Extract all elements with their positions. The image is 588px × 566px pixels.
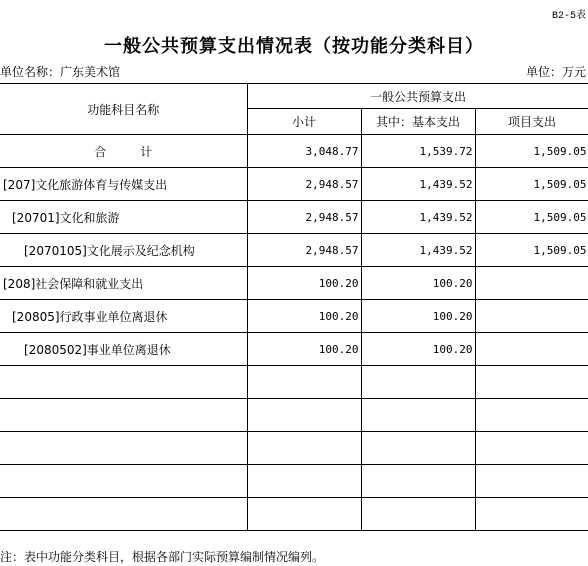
table-row: [0, 366, 588, 399]
cell-subtotal: [247, 366, 361, 399]
row-name: [0, 498, 247, 531]
unit-measure: 单位：万元: [525, 65, 586, 79]
header-basic: 其中：基本支出: [361, 109, 475, 135]
cell-subtotal: 100.20: [247, 267, 361, 300]
cell-basic: [361, 366, 475, 399]
cell-basic: 100.20: [361, 333, 475, 366]
table-row: [0, 498, 588, 531]
row-name: [0, 366, 247, 399]
table-row: [0, 399, 588, 432]
cell-subtotal: [247, 432, 361, 465]
cell-basic: 1,439.52: [361, 234, 475, 267]
cell-project: [475, 465, 588, 498]
table-header-row: [0, 84, 588, 109]
cell-basic: [361, 465, 475, 498]
cell-subtotal: 100.20: [247, 333, 361, 366]
table-row: [0, 333, 588, 366]
cell-project: [475, 366, 588, 399]
cell-subtotal: [247, 399, 361, 432]
cell-project: 1,509.05: [475, 234, 588, 267]
cell-project: [475, 267, 588, 300]
cell-project: [475, 432, 588, 465]
table-row: [0, 465, 588, 498]
footnote: 注：表中功能分类科目，根据各部门实际预算编制情况编列。: [0, 550, 325, 564]
row-name: [0, 135, 247, 168]
form-code: B2-5表: [551, 11, 586, 22]
total-label: 合计: [94, 144, 187, 159]
row-name: [0, 432, 247, 465]
unit-name: 单位名称：广东美术馆: [0, 65, 121, 79]
table-row: [0, 432, 588, 465]
cell-subtotal: [247, 465, 361, 498]
cell-subtotal: 3,048.77: [247, 135, 361, 168]
page-title: 一般公共预算支出情况表（按功能分类科目）: [104, 36, 484, 57]
cell-project: [475, 399, 588, 432]
cell-project: 1,509.05: [475, 201, 588, 234]
cell-basic: 100.20: [361, 267, 475, 300]
table-row: [0, 300, 588, 333]
table-row: [0, 168, 588, 201]
row-name: [207]文化旅游体育与传媒支出: [0, 168, 247, 201]
table-row: [0, 267, 588, 300]
cell-subtotal: 2,948.57: [247, 168, 361, 201]
budget-table: [0, 83, 588, 531]
cell-subtotal: [247, 498, 361, 531]
row-name: [208]社会保障和就业支出: [0, 267, 247, 300]
row-name: [0, 465, 247, 498]
cell-project: [475, 498, 588, 531]
cell-subtotal: 2,948.57: [247, 234, 361, 267]
cell-basic: 1,439.52: [361, 168, 475, 201]
cell-project: [475, 300, 588, 333]
cell-basic: [361, 432, 475, 465]
header-subtotal: 小计: [247, 109, 361, 135]
cell-basic: 1,439.52: [361, 201, 475, 234]
row-name: [20805]行政事业单位离退休: [0, 300, 247, 333]
table-row: [0, 201, 588, 234]
row-name: [0, 399, 247, 432]
cell-basic: 100.20: [361, 300, 475, 333]
cell-basic: 1,539.72: [361, 135, 475, 168]
header-group: 一般公共预算支出: [247, 84, 588, 109]
cell-basic: [361, 399, 475, 432]
header-category: 功能科目名称: [0, 84, 247, 135]
cell-project: [475, 333, 588, 366]
table-row: [0, 234, 588, 267]
total-row: [0, 135, 588, 168]
row-name: [2080502]事业单位离退休: [0, 333, 247, 366]
row-name: [2070105]文化展示及纪念机构: [0, 234, 247, 267]
cell-subtotal: 2,948.57: [247, 201, 361, 234]
cell-basic: [361, 498, 475, 531]
row-name: [20701]文化和旅游: [0, 201, 247, 234]
header-project: 项目支出: [475, 109, 588, 135]
cell-project: 1,509.05: [475, 135, 588, 168]
cell-project: 1,509.05: [475, 168, 588, 201]
cell-subtotal: 100.20: [247, 300, 361, 333]
